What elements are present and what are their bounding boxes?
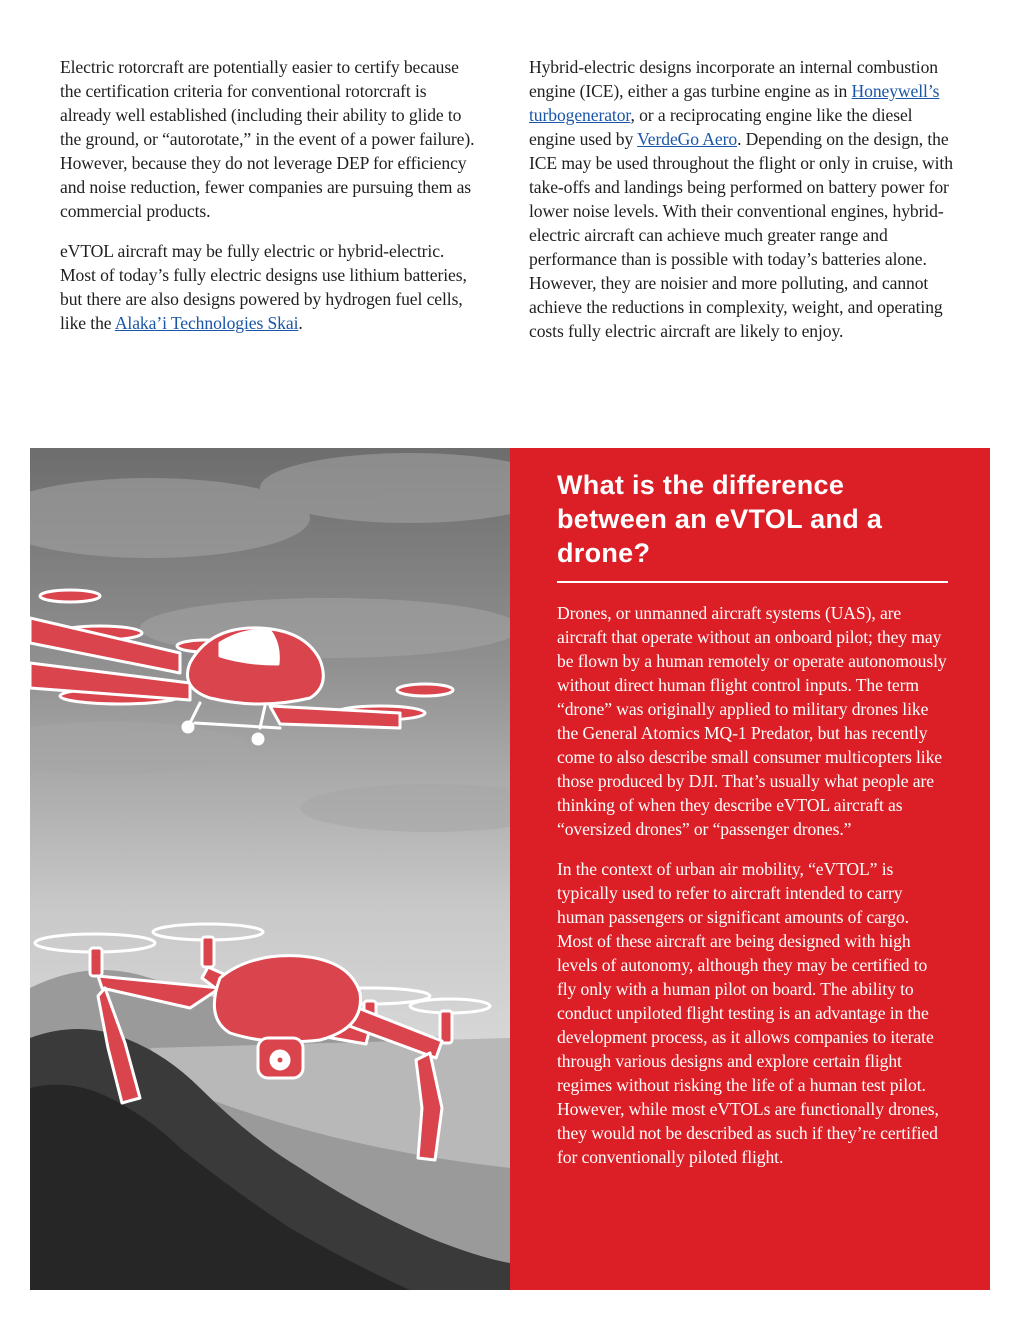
drone-photo-illustration	[30, 448, 510, 1290]
sidebar-paragraph-1: Drones, or unmanned aircraft systems (UAS), are aircraft that operate without an onboard pilot; they may be flown by a human remotely or operate autonomously without direct human flight control inputs. The term “drone” was originally applied to military drones like the General Atomics MQ-1 Predator, but has recently come to also describe small consumer multicopters like those produced by DJI. That’s usually what people are thinking of when they describe eVTOL aircraft as “oversized drones” or “passenger drones.”	[557, 603, 947, 839]
honeywell-turbogenerator-link[interactable]: Honeywell’s turbogenerator	[529, 81, 940, 125]
right-paragraph-1-text-c: . Depending on the design, the ICE may be used throughout the flight or only in cruise, with take-offs and landings being performed on battery power for lower noise levels. With their conventional engines, hybrid-electric aircraft can achieve much greater range and performance than is possible with today’s batteries alone. However, they are noisier and more polluting, and cannot achieve the reductions in complexity, weight, and operating costs fully electric aircraft are likely to enjoy.	[529, 129, 953, 341]
verdego-aero-link[interactable]: VerdeGo Aero	[637, 129, 738, 149]
right-column	[529, 55, 959, 359]
sidebar-paragraph-2: In the context of urban air mobility, “eVTOL” is typically used to refer to aircraft intended to carry human passengers or significant amounts of cargo. Most of these aircraft are being designed with high levels of autonomy, although they may be certified to fly only with a human pilot on board. The ability to conduct unpiloted flight testing is an advantage in the development process, as it allows companies to iterate through various designs and explore certain flight regimes without risking the life of a human test pilot. However, while most eVTOLs are functionally drones, they would not be described as such if they’re certified for conventionally piloted flight.	[557, 859, 939, 1167]
sidebar-title: What is the difference between an eVTOL and a drone?	[557, 470, 883, 568]
left-paragraph-2-end: .	[298, 313, 303, 333]
sidebar-callout	[510, 448, 990, 1290]
sidebar-divider	[557, 581, 948, 583]
photo-illustration-svg	[30, 448, 510, 1290]
alakai-skai-link[interactable]: Alaka’i Technologies Skai	[114, 313, 299, 333]
right-paragraph-1-text-b: , or a reciprocating engine like the diesel engine used by	[529, 105, 913, 149]
right-paragraph-1	[529, 55, 959, 343]
left-paragraph-2-text: eVTOL aircraft may be fully electric or hybrid-electric. Most of today’s fully electric designs use lithium batteries, but there are also designs powered by hydrogen fuel cells, like the	[60, 241, 467, 333]
left-column	[60, 55, 480, 351]
sidebar-body	[557, 601, 948, 1169]
right-paragraph-1-text-a: Hybrid-electric designs incorporate an internal combustion engine (ICE), either a gas turbine engine as in	[529, 57, 938, 101]
left-paragraph-1: Electric rotorcraft are potentially easier to certify because the certification criteria for conventional rotorcraft is already well established (including their ability to glide to the ground, or “autorotate,” in the event of a power failure). However, because they do not leverage DEP for efficiency and noise reduction, fewer companies are pursuing them as commercial products.	[60, 57, 475, 221]
left-paragraph-2	[60, 239, 480, 335]
